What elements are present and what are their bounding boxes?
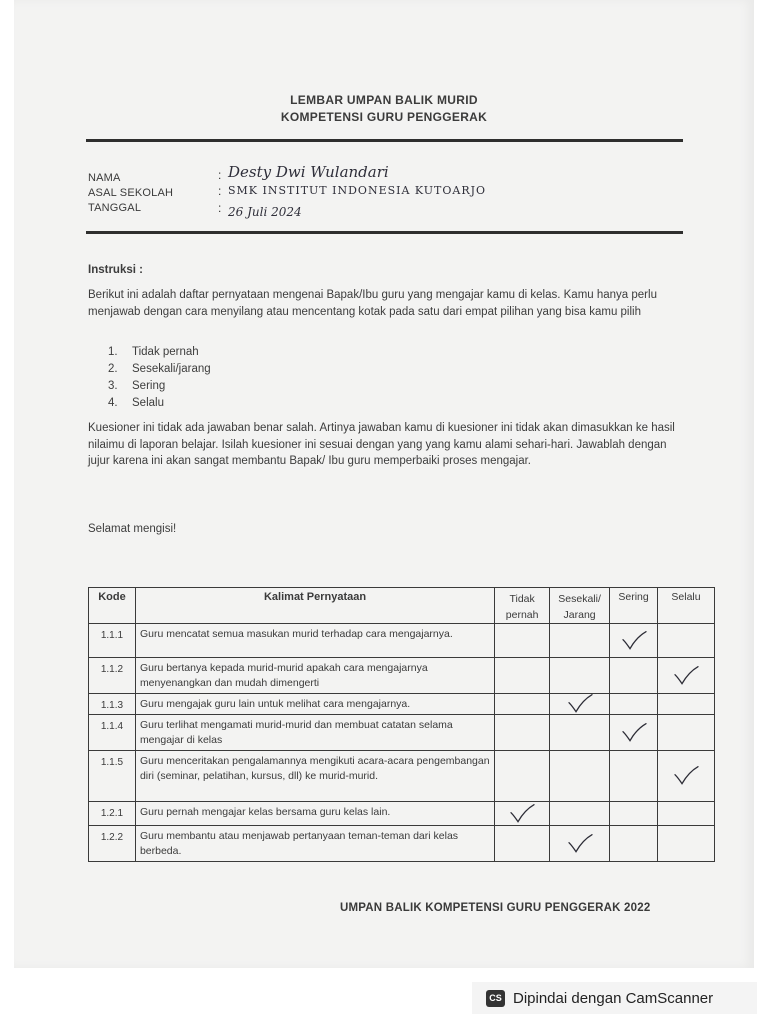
answer-cell-selalu[interactable] — [658, 694, 715, 715]
option-item — [108, 346, 211, 363]
option-label: Selalu — [132, 397, 164, 409]
bottom-rule — [86, 231, 683, 234]
option-item — [108, 397, 211, 414]
table-row — [89, 751, 715, 802]
row-statement: Guru bertanya kepada murid-murid apakah cara mengajarnya menyenangkan dan mudah dimengerti — [135, 658, 494, 694]
row-statement: Guru menceritakan pengalamannya mengikuti acara-acara pengembangan diri (seminar, pelatihan, kursus, dll) ke murid-murid. — [135, 751, 494, 802]
option-number: 3. — [108, 380, 118, 392]
asal-sekolah-label: ASAL SEKOLAH — [88, 187, 174, 199]
answer-cell-tidak[interactable] — [495, 658, 550, 694]
answer-cell-selalu[interactable] — [658, 715, 715, 751]
row-statement: Guru pernah mengajar kelas bersama guru kelas lain. — [135, 802, 494, 826]
answer-cell-tidak[interactable] — [495, 751, 550, 802]
checkmark-icon — [673, 766, 699, 789]
row-code: 1.1.1 — [89, 624, 136, 658]
answer-cell-sering[interactable] — [610, 624, 658, 658]
row-code: 1.1.4 — [89, 715, 136, 751]
answer-cell-tidak[interactable] — [495, 802, 550, 826]
option-number: 1. — [108, 346, 118, 358]
table-row — [89, 826, 715, 862]
top-rule — [86, 139, 683, 142]
header-sesekali: Sesekali/ Jarang — [550, 588, 610, 624]
answer-cell-sering[interactable] — [610, 751, 658, 802]
answer-cell-sesekali[interactable] — [550, 826, 610, 862]
answer-cell-selalu[interactable] — [658, 826, 715, 862]
checkmark-icon — [567, 694, 593, 717]
answer-cell-sering[interactable] — [610, 658, 658, 694]
options-list — [108, 346, 211, 414]
instruksi-heading: Instruksi : — [88, 264, 143, 276]
checkmark-icon — [621, 722, 647, 745]
answer-cell-sesekali[interactable] — [550, 694, 610, 715]
answer-cell-sesekali[interactable] — [550, 751, 610, 802]
header-kalimat: Kalimat Pernyataan — [135, 588, 494, 624]
row-code: 1.1.3 — [89, 694, 136, 715]
table-row — [89, 658, 715, 694]
feedback-table — [88, 587, 715, 862]
tanggal-handwritten: 26 Juli 2024 — [228, 205, 302, 219]
table-header-row — [89, 588, 715, 624]
nama-label: NAMA — [88, 172, 121, 184]
camscanner-logo-icon: CS — [486, 990, 505, 1007]
header-selalu: Selalu — [658, 588, 715, 624]
asal-sekolah-handwritten: SMK INSTITUT INDONESIA KUTOARJO — [228, 184, 487, 197]
option-label: Sesekali/jarang — [132, 363, 211, 375]
row-statement: Guru membantu atau menjawab pertanyaan teman-teman dari kelas berbeda. — [135, 826, 494, 862]
option-label: Tidak pernah — [132, 346, 199, 358]
row-statement: Guru mencatat semua masukan murid terhadap cara mengajarnya. — [135, 624, 494, 658]
document-title-line1: LEMBAR UMPAN BALIK MURID — [290, 93, 478, 107]
header-tidak-pernah: Tidak pernah — [495, 588, 550, 624]
camscanner-badge — [472, 982, 757, 1014]
option-number: 4. — [108, 397, 118, 409]
checkmark-icon — [567, 833, 593, 856]
row-statement: Guru mengajak guru lain untuk melihat cara mengajarnya. — [135, 694, 494, 715]
checkmark-icon — [673, 665, 699, 688]
answer-cell-sering[interactable] — [610, 694, 658, 715]
table-row — [89, 694, 715, 715]
answer-cell-sesekali[interactable] — [550, 658, 610, 694]
answer-cell-sering[interactable] — [610, 802, 658, 826]
answer-cell-sesekali[interactable] — [550, 624, 610, 658]
answer-cell-tidak[interactable] — [495, 624, 550, 658]
answer-cell-tidak[interactable] — [495, 694, 550, 715]
row-statement: Guru terlihat mengamati murid-murid dan membuat catatan selama mengajar di kelas — [135, 715, 494, 751]
nama-colon: : — [218, 168, 222, 182]
option-number: 2. — [108, 363, 118, 375]
selamat-mengisi: Selamat mengisi! — [88, 523, 177, 535]
option-item — [108, 363, 211, 380]
nama-handwritten: Desty Dwi Wulandari — [228, 163, 389, 181]
table-row — [89, 624, 715, 658]
row-code: 1.2.2 — [89, 826, 136, 862]
option-label: Sering — [132, 380, 166, 392]
row-code: 1.1.2 — [89, 658, 136, 694]
tanggal-label: TANGGAL — [88, 202, 142, 214]
document-title-line2: KOMPETENSI GURU PENGGERAK — [280, 110, 488, 124]
kuesioner-paragraph: Kuesioner ini tidak ada jawaban benar salah. Artinya jawaban kamu di kuesioner ini tidak akan dimasukkan ke hasil nilaimu di laporan belajar. Isilah kuesioner ini sesuai dengan yang yang kamu alami sehari-hari. Jawablah dengan jujur karena ini akan sangat membantu Bapak/ Ibu guru memperbaiki proses mengajar. — [88, 422, 675, 467]
header-sering: Sering — [610, 588, 658, 624]
answer-cell-sering[interactable] — [610, 826, 658, 862]
checkmark-icon — [621, 630, 647, 653]
camscanner-text: Dipindai dengan CamScanner — [513, 989, 714, 1007]
checkmark-icon — [509, 803, 535, 826]
table-row — [89, 715, 715, 751]
tanggal-colon: : — [218, 201, 222, 215]
header-kode: Kode — [89, 588, 136, 624]
instruksi-paragraph: Berikut ini adalah daftar pernyataan mengenai Bapak/Ibu guru yang mengajar kamu di kelas. Kamu hanya perlu menjawab dengan cara menyilang atau mencentang kotak pada satu dari empat pilihan yang bisa kamu pilih — [88, 289, 657, 318]
row-code: 1.2.1 — [89, 802, 136, 826]
answer-cell-tidak[interactable] — [495, 826, 550, 862]
answer-cell-selalu[interactable] — [658, 624, 715, 658]
answer-cell-sesekali[interactable] — [550, 802, 610, 826]
answer-cell-selalu[interactable] — [658, 802, 715, 826]
row-code: 1.1.5 — [89, 751, 136, 802]
asal-colon: : — [218, 184, 222, 198]
footer-text: UMPAN BALIK KOMPETENSI GURU PENGGERAK 2022 — [340, 902, 651, 914]
answer-cell-sering[interactable] — [610, 715, 658, 751]
option-item — [108, 380, 211, 397]
answer-cell-selalu[interactable] — [658, 751, 715, 802]
table-row — [89, 802, 715, 826]
answer-cell-selalu[interactable] — [658, 658, 715, 694]
answer-cell-tidak[interactable] — [495, 715, 550, 751]
answer-cell-sesekali[interactable] — [550, 715, 610, 751]
